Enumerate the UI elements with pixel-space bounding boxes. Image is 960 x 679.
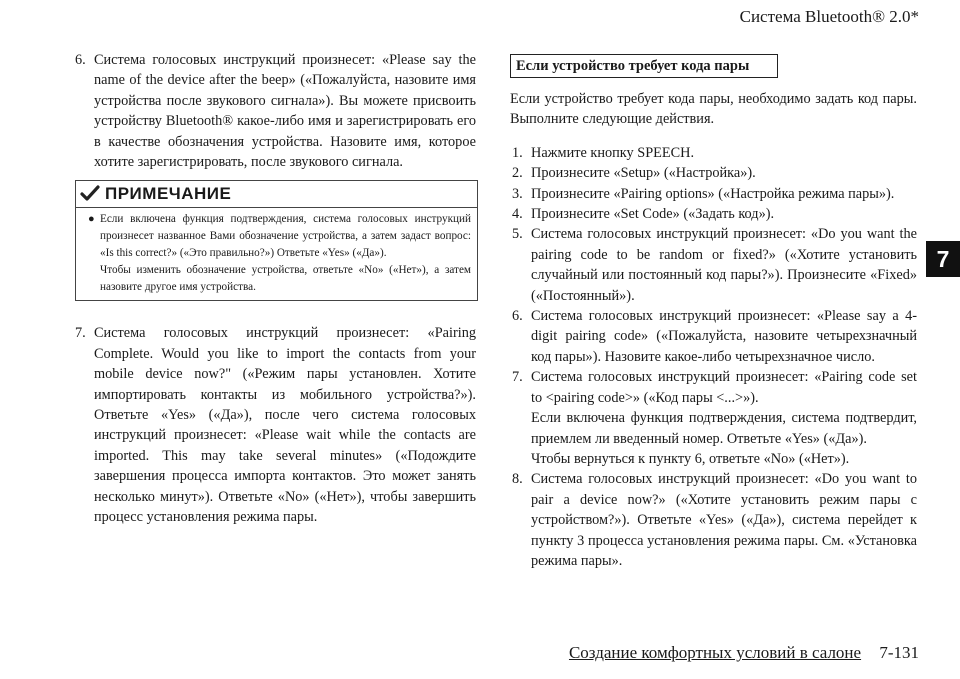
step-text: Система голосовых инструкций произнесет: «Pairing Complete. Would you like to import the contacts from your mobile device now?" («Режим пары установлен. Хотите импортировать контакты из мобильного устройства?»). Ответьте «Yes» («Да»), после чего система голосовых инструкций произнесет: «Please wait while the contacts are imported. This may take several minutes» («Подождите завершения процесса импорта контактов. Это может занять несколько минут»). Ответьте «No» («Нет»), чтобы завершить процесс установления режима пары. — [94, 325, 476, 526]
page-header-title: Система Bluetooth® 2.0* — [739, 7, 919, 26]
list-item — [512, 469, 917, 571]
step-text: Система голосовых инструкций произнесет: «Please say a 4-digit pairing code» («Пожалуйста, назовите четырехзначный код пары»). Назовите какое-либо четырехзначное число. — [531, 308, 917, 365]
list-item — [512, 224, 917, 306]
left-column — [75, 50, 476, 528]
step-text: Система голосовых инструкций произнесет: «Do you want to pair a device now?» («Хотите установить режим пары с устройством?»). Ответьте «Yes» («Да»), система перейдет к пункту 3 процесса установления режима пары. См. «Установка режима пары». — [531, 471, 917, 569]
note-title: ПРИМЕЧАНИЕ — [105, 184, 232, 204]
step-number: 2. — [512, 165, 523, 182]
step-text: Произнесите «Pairing options» («Настройка режима пары»). — [531, 185, 895, 202]
list-item — [512, 306, 917, 367]
step-text: Система голосовых инструкций произнесет: «Please say the name of the device after the beep» («Пожалуйста, назовите имя устройства после звукового сигнала»). Вы можете присвоить устройству Bluetooth® какое-либо имя и зарегистрировать его в качестве обозначения устройства. Назовите имя, которое хотите зарегистрировать, после звукового сигнала. — [94, 52, 476, 171]
step-number: 7. — [512, 369, 523, 386]
bullet-icon: ● — [88, 213, 95, 226]
step-text: Система голосовых инструкций произнесет: «Do you want the pairing code to be random or fixed?» («Хотите установить случайный или постоянный код пары?»). Произнесите «Fixed» («Постоянный»). — [531, 226, 917, 304]
section-heading-box: Если устройство требует кода пары — [510, 54, 778, 78]
note-bullet-text: Если включена функция подтверждения, система голосовых инструкций произнесет названное Вами обозначение устройства, а затем задаст вопрос: «Is this correct?» («Это правильно?») Ответьте «Yes» («Да»). — [100, 213, 471, 260]
list-item — [512, 163, 917, 183]
step-text: Произнесите «Setup» («Настройка»). — [531, 165, 756, 182]
page-number: 7-131 — [879, 643, 919, 662]
step-extra-text: Если включена функция подтверждения, система подтвердит, приемлем ли введенный номер. Ответьте «Yes» («Да»). — [531, 410, 917, 447]
note-box — [75, 180, 478, 301]
step-extra-text-2: Чтобы вернуться к пункту 6, ответьте «No» («Нет»). — [531, 450, 850, 467]
step-number: 6. — [75, 52, 86, 68]
step-number: 4. — [512, 206, 523, 223]
step-number: 3. — [512, 185, 523, 202]
step-text: Нажмите кнопку SPEECH. — [531, 144, 695, 161]
left-step-7 — [75, 323, 476, 527]
section-intro: Если устройство требует кода пары, необходимо задать код пары. Выполните следующие действия. — [510, 91, 917, 128]
step-number: 5. — [512, 226, 523, 243]
note-header — [76, 181, 477, 208]
step-number: 1. — [512, 144, 523, 161]
list-item — [512, 143, 917, 163]
list-item — [512, 184, 917, 204]
step-text: Произнесите «Set Code» («Задать код»). — [531, 206, 775, 223]
left-step-6 — [75, 50, 476, 172]
list-item — [512, 367, 917, 469]
right-column — [510, 54, 917, 571]
chapter-tab: 7 — [926, 241, 960, 277]
list-item — [512, 204, 917, 224]
checkmark-icon — [80, 185, 100, 203]
steps-list — [510, 143, 917, 572]
footer-section-title: Создание комфортных условий в салоне — [568, 643, 862, 662]
note-body — [76, 208, 477, 300]
step-number: 6. — [512, 308, 523, 325]
step-text: Система голосовых инструкций произнесет: «Pairing code set to <pairing code>» («Код пары <...>»). — [531, 369, 917, 406]
step-number: 8. — [512, 471, 523, 488]
page-footer — [569, 643, 919, 663]
step-number: 7. — [75, 325, 86, 342]
note-extra-text: Чтобы изменить обозначение устройства, ответьте «No» («Нет»), а затем назовите другое имя устройства. — [100, 264, 471, 294]
